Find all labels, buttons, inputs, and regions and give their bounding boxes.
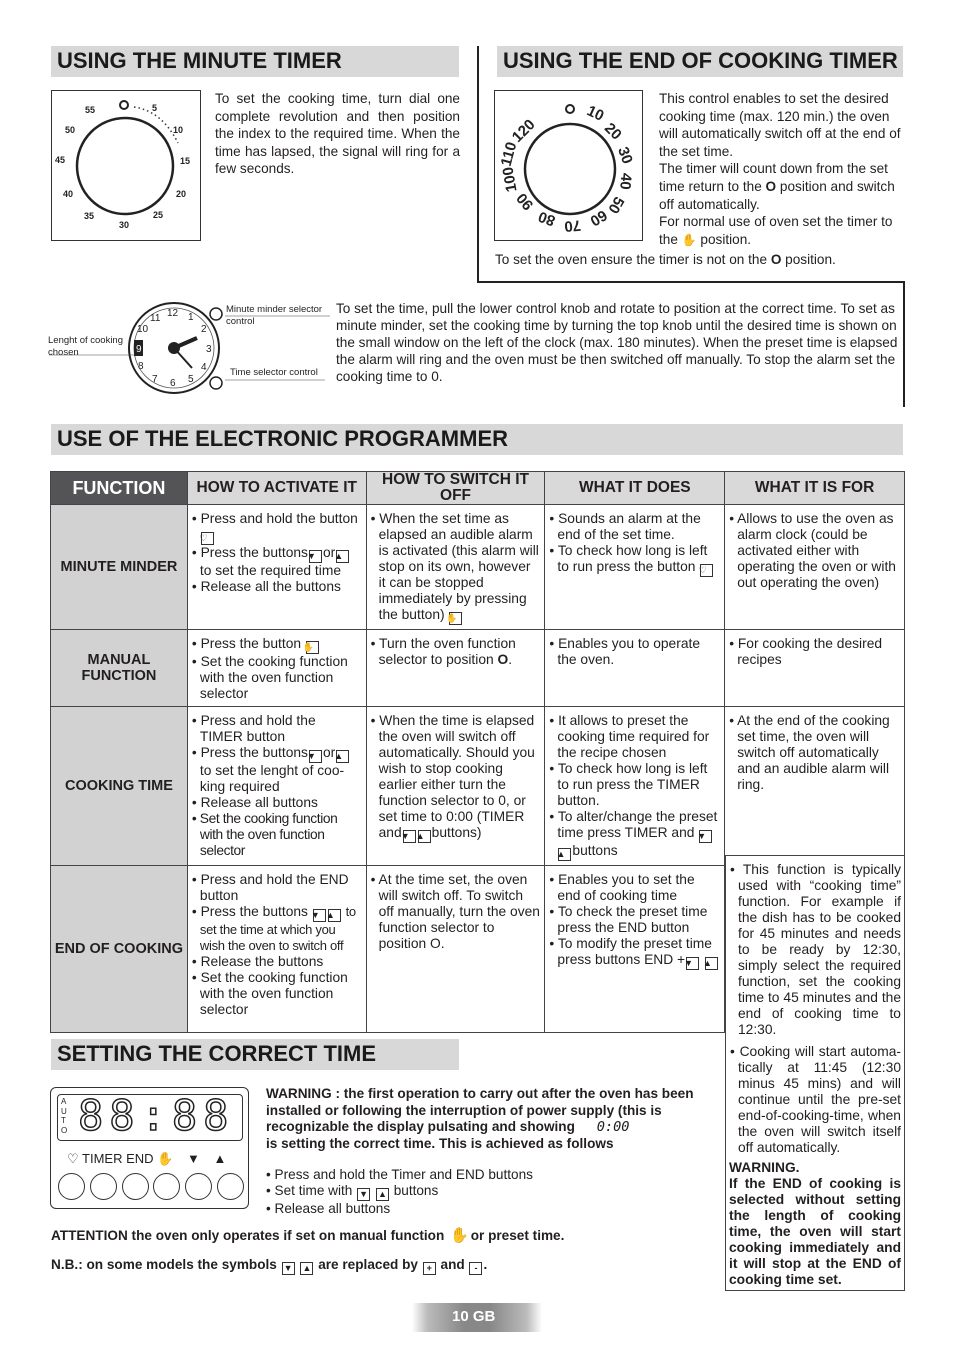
clock-time-label: Time selector control <box>230 367 318 378</box>
dial-label: 35 <box>84 211 95 221</box>
clock-minute-label: Minute minder selector control <box>226 304 323 327</box>
correct-time-steps: • Press and hold the Timer and END buttons • Set time with ▼ ▲ buttons • Release all buttons <box>266 1167 533 1216</box>
lcd-display: A U T O 88:88 <box>57 1094 243 1141</box>
row-manual-function: MANUAL FUNCTION <box>51 630 188 707</box>
down-arrow-icon: ▼ <box>309 750 322 763</box>
bell-icon: ♡ <box>700 564 713 577</box>
dial-label: 25 <box>153 210 164 220</box>
down-button[interactable] <box>185 1173 212 1200</box>
clock-numeral: 12 <box>167 308 179 319</box>
table-row: MANUAL FUNCTION • Press the button ✋ • Set the cooking function with the oven function selector • Turn the oven function selector to position O. • Enables you to operate the oven. • For cooking the desired recipes <box>51 630 905 707</box>
up-arrow-icon: ▲ <box>558 848 571 861</box>
dial-label: 100 <box>499 165 521 194</box>
correct-time-warning: WARNING : the first operation to carry out after the oven has been installed or following the interruption of power supply (this is recognizable the display pulsating and showing 0:00 is setting the correct time. This is achieved as follows <box>266 1086 694 1151</box>
page-number: 10 GB <box>452 1308 496 1325</box>
col-header: WHAT IT IS FOR <box>725 472 905 505</box>
col-header: WHAT IT DOES <box>545 472 725 505</box>
clock-numeral: 10 <box>137 324 149 335</box>
col-header: HOW TO SWITCH IT OFF <box>366 472 545 505</box>
hand-icon: ✋ <box>450 1227 469 1244</box>
dial-label: 5 <box>152 103 158 113</box>
end-cooking-warning-title: WARNING. <box>729 1160 800 1175</box>
hand-icon: ✋ <box>306 641 319 654</box>
end-button[interactable] <box>122 1173 149 1200</box>
down-arrow-icon: ▼ <box>357 1188 370 1201</box>
dial-label: 40 <box>616 172 635 191</box>
bell-icon: ♡ <box>201 532 214 545</box>
dial-label: 70 <box>563 216 582 235</box>
clock-numeral: 6 <box>170 378 176 389</box>
up-arrow-icon: ▲ <box>418 830 431 843</box>
up-arrow-icon: ▲ <box>336 750 349 763</box>
down-arrow-icon: ▼ <box>313 909 326 922</box>
end-cooking-for-cell: • This function is typically used with “cooking time” function. For example if the dish has to be cooked for 45 minutes and needs to be ready by 12:30, simply select the required function, set the cooking time to 45 minutes and the end of cooking time to 12:30. • Cooking will start automa-tically at 11:45 (12:30 minus 45 mins) and will continue until the pre-set end-of-cooking-time, when the oven will switch itself off automatically. WARNING. If the END of cooking is selected without setting the length of cooking time, the oven will start cooking immediately and it will stop at the END of cooking time set. <box>725 855 905 1291</box>
bell-icon: ♡ <box>67 1151 79 1166</box>
programmer-title: USE OF THE ELECTRONIC PROGRAMMER <box>51 424 903 455</box>
manual-button[interactable] <box>153 1173 180 1200</box>
row-cooking-time: COOKING TIME <box>51 707 188 866</box>
clock-numeral: 5 <box>188 374 194 385</box>
down-arrow-icon: ▼ <box>686 957 699 970</box>
clock-numeral: 4 <box>201 362 207 373</box>
end-timer-text-2: The timer will count down from the set time return to the O position and switch off automatically. <box>659 161 895 212</box>
down-arrow-icon: ▼ <box>699 830 712 843</box>
table-row: COOKING TIME • Press and hold the TIMER button • Press the buttons▼ or▲ to set the lenght of coo-king required • Release all buttons • Set the cooking function with the oven function selector • When the time is elapsed the oven will switch off automatically. Should you wish to stop cooking earlier either turn the function selector to 0, or set time to 0:00 (TIMER and▼ ▲ buttons) • It allows to preset the cooking time required for the recipe chosen • To check how long is left to run press the TIMER button. • To alter/change the preset time press TIMER and ▼▲ buttons • At the end of the cooking set time, the oven will switch off automatically and an audible alarm will ring. <box>51 707 905 866</box>
down-arrow-icon: ▼ <box>403 830 416 843</box>
analog-clock-figure <box>47 298 337 398</box>
end-cooking-warning: If the END of cooking is selected without setting the length of cooking time, the oven will start cooking immediately and it will stop at the END of cooking time set. <box>729 1176 901 1287</box>
nb-note: N.B.: on some models the symbols ▼ ▲ are replaced by + and - . <box>51 1257 488 1273</box>
plus-icon: + <box>423 1262 436 1275</box>
panel-labels: ♡ TIMER END ✋ ▼ ▲ <box>67 1151 227 1166</box>
timer-button[interactable] <box>90 1173 117 1200</box>
minute-timer-text: To set the cooking time, turn dial one complete revolution and then position the index to the required time. When the time has lapsed, the signal will ring for a few seconds. <box>215 91 460 177</box>
dial-label: 45 <box>55 155 66 165</box>
end-timer-text <box>659 90 904 249</box>
dial-label: 20 <box>600 119 625 144</box>
hand-icon: ✋ <box>681 232 697 247</box>
dial-label: 10 <box>584 102 607 125</box>
end-timer-text-1: This control enables to set the desired cooking time (max. 120 min.) the oven will automatically switch off at the end of the set time. <box>659 91 901 159</box>
down-arrow-icon: ▼ <box>282 1262 295 1275</box>
dial-label: 20 <box>176 189 187 199</box>
dial-label: 50 <box>604 193 628 217</box>
panel-buttons <box>58 1173 244 1200</box>
attention-note: ATTENTION the oven only operates if set on manual function ✋ or preset time. <box>51 1227 565 1244</box>
clock-numeral: 7 <box>152 374 158 385</box>
dial-label: 55 <box>85 105 96 115</box>
dial-label: 110 <box>497 140 521 168</box>
end-timer-text-3: For normal use of oven set the timer to the ✋ position. <box>659 214 893 247</box>
dial-label: 80 <box>536 207 558 230</box>
page-footer <box>412 1303 542 1332</box>
clock-length-label: Lenght of cooking chosen <box>48 335 124 358</box>
end-timer-title: USING THE END OF COOKING TIMER <box>497 46 903 77</box>
dial-label: 30 <box>119 220 130 230</box>
row-end-of-cooking: END OF COOKING <box>51 866 188 1033</box>
up-arrow-icon: ▲ <box>376 1188 389 1201</box>
clock-numeral: 1 <box>188 312 194 323</box>
dial-label: 60 <box>586 206 610 230</box>
up-arrow-icon: ▲ <box>300 1262 313 1275</box>
clock-window-value: 9 <box>136 344 142 355</box>
clock-text: To set the time, pull the lower control knob and rotate to position at the correct time. To set as minute minder, set the cooking time by turning the top knob until the desired time is shown on the small window on the left of the clock (max. 180 minutes). When the preset time is elapsed the alarm will ring and the oven must be then switched off manually. To stop the alarm set the cooking time to 0. <box>336 301 898 384</box>
clock-numeral: 11 <box>150 313 161 324</box>
up-arrow-icon: ▲ <box>328 909 341 922</box>
dial-label: 50 <box>65 125 76 135</box>
table-row: MINUTE MINDER • Press and hold the button ♡ • Press the buttons▼ or▲ to set the required time • Release all the buttons • When the set time as elapsed an audible alarm is activated (this alarm will stop on its own, however it can be stopped immediately by pressing the button) ✋ • Sounds an alarm at the end of the set time. • To check how long is left to run press the button ♡ • Allows to use the oven as alarm clock (could be activated either with operating the oven or with out operating the oven) <box>51 505 905 630</box>
up-arrow-icon: ▲ <box>336 550 349 563</box>
dial-label: 40 <box>63 189 74 199</box>
down-arrow-icon: ▼ <box>309 550 322 563</box>
auto-indicator: A <box>61 1097 67 1106</box>
up-arrow-icon: ▲ <box>213 1151 227 1166</box>
dial-label: 120 <box>508 116 539 146</box>
clock-numeral: 3 <box>206 344 212 355</box>
dial-label: 15 <box>180 156 191 166</box>
clock-numeral: 8 <box>138 361 144 372</box>
correct-time-title: SETTING THE CORRECT TIME <box>51 1039 459 1070</box>
hand-icon: ✋ <box>157 1151 174 1166</box>
bell-button[interactable] <box>58 1173 85 1200</box>
up-arrow-icon: ▲ <box>705 957 718 970</box>
dial-label: 10 <box>173 125 184 135</box>
minute-timer-title: USING THE MINUTE TIMER <box>51 46 459 77</box>
clock-numeral: 2 <box>201 324 207 335</box>
programmer-display-panel <box>50 1087 249 1209</box>
minute-timer-dial <box>51 90 201 241</box>
dial-label: 90 <box>513 189 538 214</box>
hand-icon: ✋ <box>449 612 462 625</box>
minus-icon: - <box>469 1262 482 1275</box>
table-row: END OF COOKING • Press and hold the END button • Press the buttons ▼ ▲ to set the time at which you wish the oven to switch off • Release the buttons • Set the cooking function with the oven function selector • At the time set, the oven will switch off. To switch off manually, turn the oven function selector to position O. • Enables you to set the end of cooking time • To check the preset time press the END button • To modify the preset time press buttons END +▼ ▲ <box>51 866 905 1033</box>
end-timer-dial <box>494 90 643 241</box>
row-minute-minder: MINUTE MINDER <box>51 505 188 630</box>
col-header: HOW TO ACTIVATE IT <box>187 472 366 505</box>
up-button[interactable] <box>217 1173 244 1200</box>
dial-label: 30 <box>614 144 636 167</box>
col-header: FUNCTION <box>51 472 188 505</box>
blinking-display-code: 0:00 <box>596 1119 630 1135</box>
lcd-digits: 88:88 <box>78 1091 235 1140</box>
end-timer-note: To set the oven ensure the timer is not on the O position. <box>495 252 836 267</box>
down-arrow-icon: ▼ <box>186 1151 200 1166</box>
